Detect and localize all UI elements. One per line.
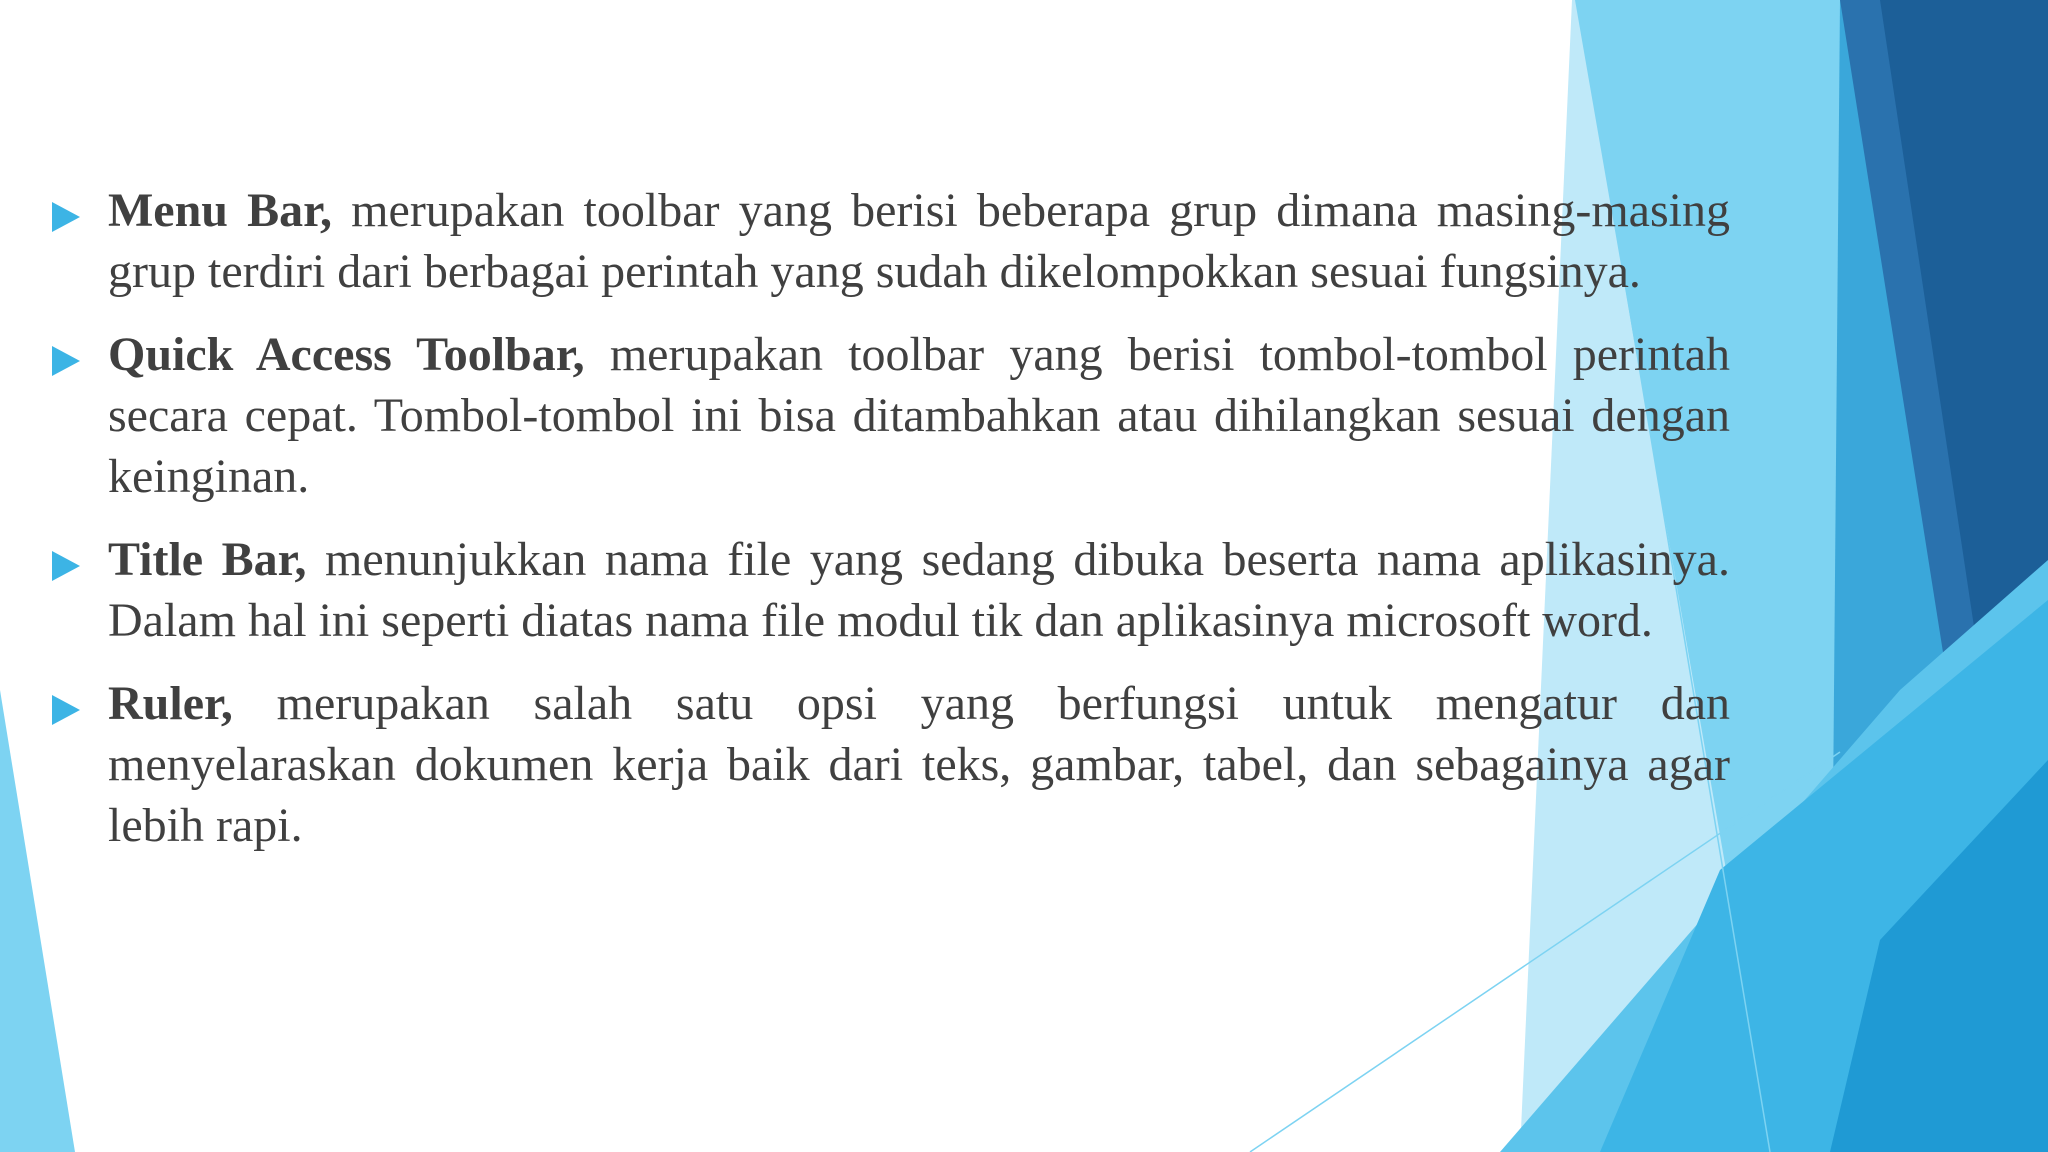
list-item-term: Title Bar, xyxy=(108,533,307,586)
triangle-right-icon xyxy=(52,551,80,581)
triangle-right-icon xyxy=(52,695,80,725)
list-item xyxy=(50,529,1730,651)
list-item-description: merupakan toolbar yang berisi beberapa grup dimana masing-masing grup terdiri dari berbagai perintah yang sudah dikelompokkan sesuai fungsinya. xyxy=(108,184,1730,298)
triangle-right-icon xyxy=(52,202,80,232)
list-item-term: Menu Bar, xyxy=(108,184,333,237)
list-item-text xyxy=(108,324,1730,507)
list-item-description: merupakan salah satu opsi yang berfungsi untuk mengatur dan menyelaraskan dokumen kerja baik dari teks, gambar, tabel, dan sebagainya agar lebih rapi. xyxy=(108,677,1730,852)
list-item-term: Ruler, xyxy=(108,677,233,730)
list-item xyxy=(50,180,1730,302)
list-item-text xyxy=(108,180,1730,302)
list-item-text xyxy=(108,673,1730,856)
bullet-list xyxy=(50,180,1730,878)
list-item-description: menunjukkan nama file yang sedang dibuka beserta nama aplikasinya. Dalam hal ini seperti diatas nama file modul tik dan aplikasinya microsoft word. xyxy=(108,533,1730,647)
list-item xyxy=(50,673,1730,856)
list-item-term: Quick Access Toolbar, xyxy=(108,328,585,381)
triangle-right-icon xyxy=(52,346,80,376)
list-item-description: merupakan toolbar yang berisi tombol-tombol perintah secara cepat. Tombol-tombol ini bisa ditambahkan atau dihilangkan sesuai dengan keinginan. xyxy=(108,328,1731,503)
list-item-text xyxy=(108,529,1730,651)
list-item xyxy=(50,324,1730,507)
